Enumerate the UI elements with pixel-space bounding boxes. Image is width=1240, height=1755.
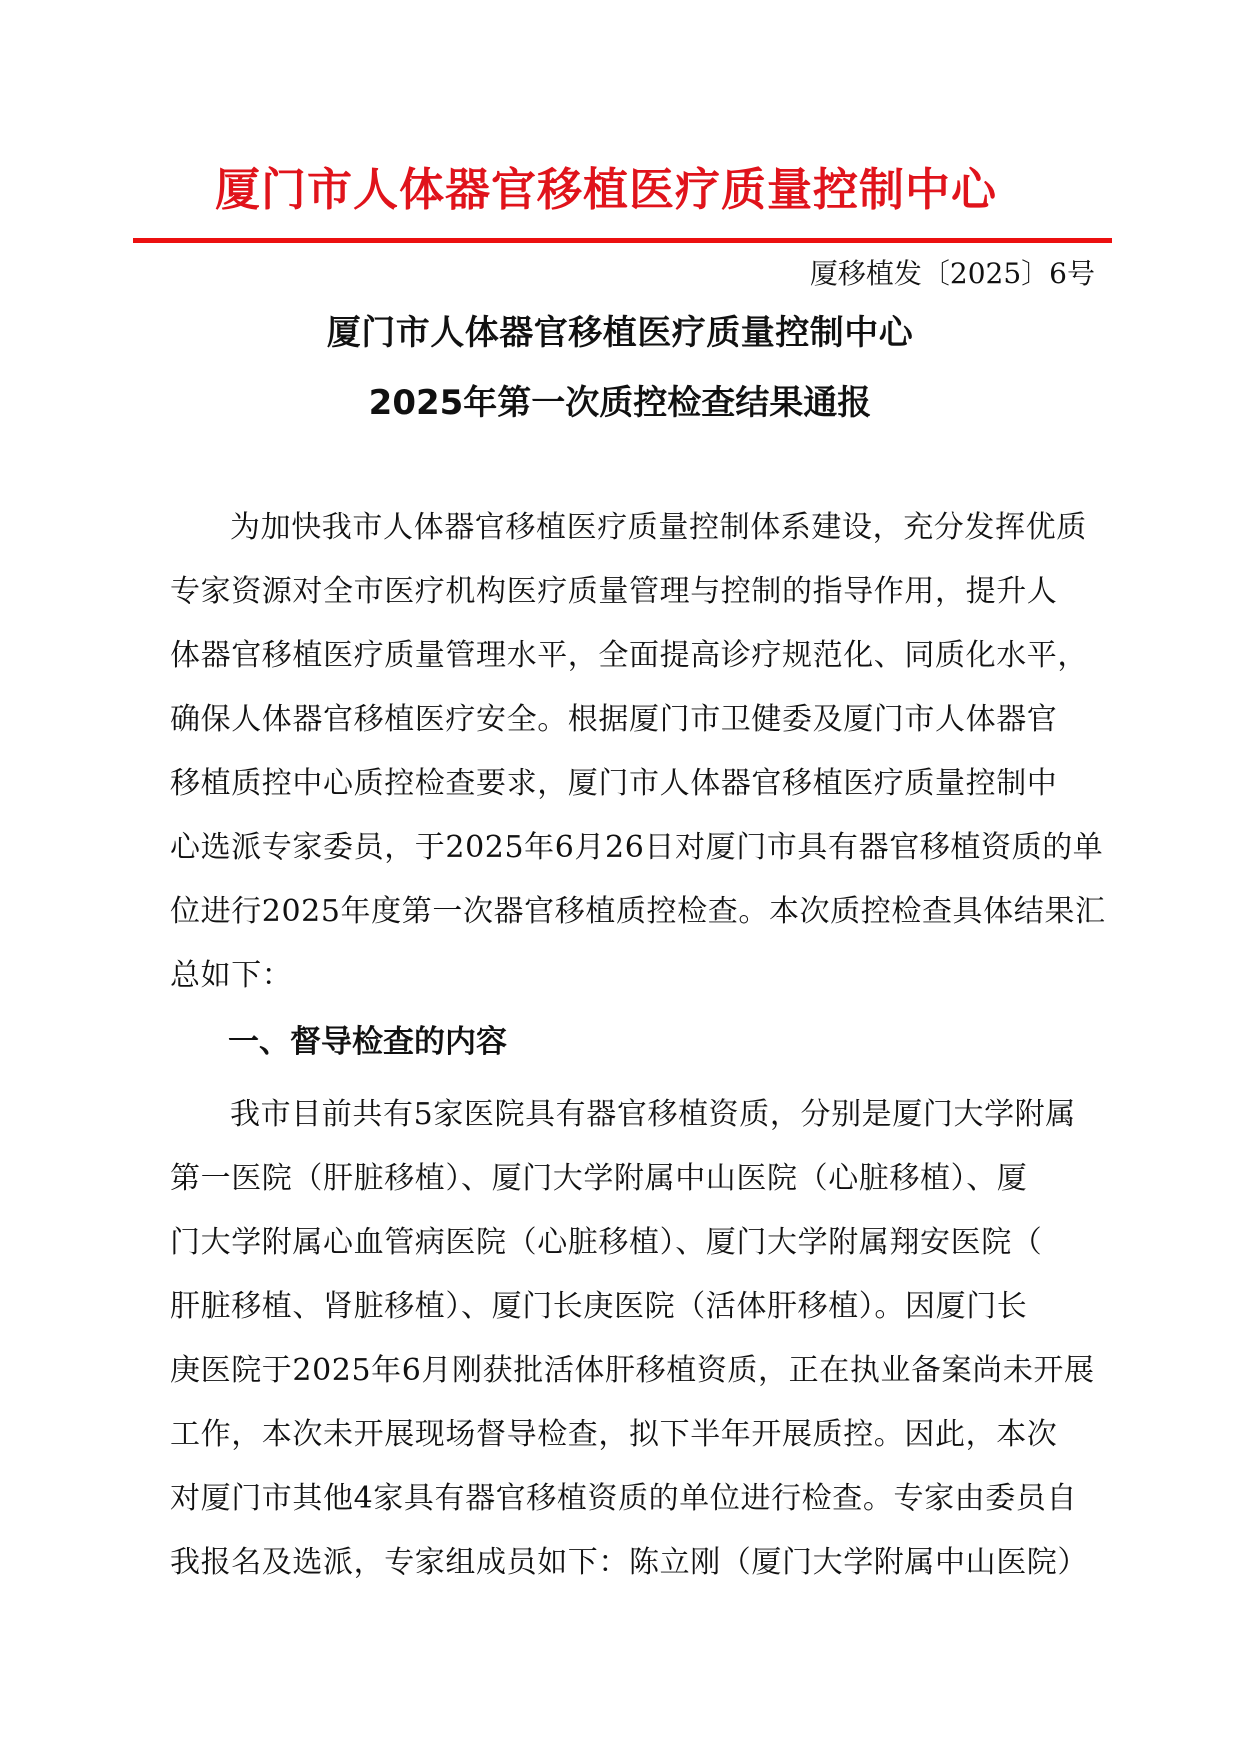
paragraph-section-1 [170, 1083, 1105, 1595]
paragraph-line: 第一医院（肝脏移植）、厦门大学附属中山医院（心脏移植）、厦 [170, 1161, 1028, 1196]
paragraph-line: 我市目前共有5家医院具有器官移植资质，分别是厦门大学附属 [230, 1097, 1076, 1132]
paragraph-line: 对厦门市其他4家具有器官移植资质的单位进行检查。专家由委员自 [170, 1481, 1078, 1516]
paragraph-line: 门大学附属心血管病医院（心脏移植）、厦门大学附属翔安医院（ [170, 1225, 1043, 1260]
paragraph-line: 体器官移植医疗质量管理水平，全面提高诊疗规范化、同质化水平， [170, 638, 1088, 673]
document-title-line-1: 厦门市人体器官移植医疗质量控制中心 [326, 313, 914, 353]
paragraph-line: 确保人体器官移植医疗安全。根据厦门市卫健委及厦门市人体器官 [170, 702, 1058, 737]
paragraph-line: 肝脏移植、肾脏移植）、厦门长庚医院（活体肝移植）。因厦门长 [170, 1289, 1028, 1324]
paragraph-line: 工作，本次未开展现场督导检查，拟下半年开展质控。因此，本次 [170, 1417, 1058, 1452]
paragraph-line: 专家资源对全市医疗机构医疗质量管理与控制的指导作用，提升人 [170, 574, 1058, 609]
paragraph-line: 庚医院于2025年6月刚获批活体肝移植资质，正在执业备案尚未开展 [170, 1353, 1095, 1388]
paragraph-line: 为加快我市人体器官移植医疗质量控制体系建设，充分发挥优质 [230, 510, 1087, 545]
paragraph-line: 位进行2025年度第一次器官移植质控检查。本次质控检查具体结果汇 [170, 894, 1106, 929]
document-title-line-2: 2025年第一次质控检查结果通报 [368, 383, 872, 423]
document-number: 厦移植发〔2025〕6号 [809, 257, 1095, 290]
paragraph-line: 我报名及选派，专家组成员如下：陈立刚（厦门大学附属中山医院） [170, 1545, 1088, 1580]
paragraph-line: 心选派专家委员，于2025年6月26日对厦门市具有器官移植资质的单 [170, 830, 1104, 865]
paragraph-line: 总如下： [170, 958, 293, 993]
section-heading-1: 一、督导检查的内容 [228, 1024, 507, 1060]
letterhead-title: 厦门市人体器官移植医疗质量控制中心 [215, 163, 998, 216]
letterhead-red-rule [133, 238, 1112, 243]
paragraph-intro [170, 496, 1105, 1008]
paragraph-line: 移植质控中心质控检查要求，厦门市人体器官移植医疗质量控制中 [170, 766, 1058, 801]
